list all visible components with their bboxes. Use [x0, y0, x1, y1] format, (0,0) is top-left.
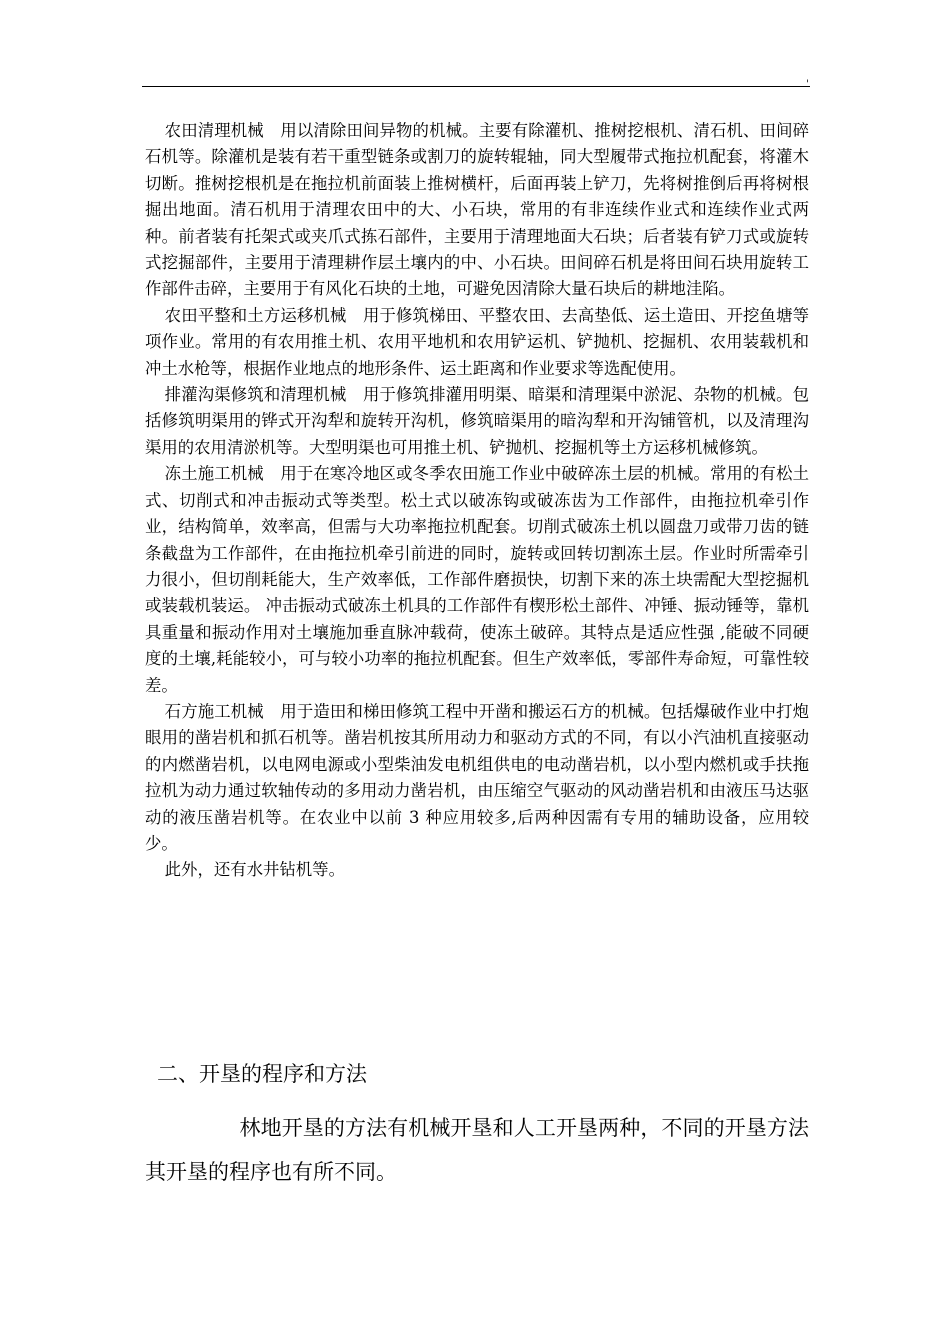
header-mark: '	[806, 79, 809, 90]
section-heading: 二、开垦的程序和方法	[157, 1062, 367, 1086]
paragraph-stone-works: 石方施工机械 用于造田和梯田修筑工程中开凿和搬运石方的机械。包括爆破作业中打炮眼用的凿岩机和抓石机等。凿岩机按其所用动力和驱动方式的不同，有以小汽油机直接驱动的内燃凿岩机，以电网电源或小型柴油发电机组供电的电动凿岩机，以小型内燃机或手扶拖拉机为动力通过软轴传动的多用动力凿岩机，由压缩空气驱动的风动凿岩机和由液压马达驱动的液压凿岩机等。在农业中以前 3 种应用较多,后两种因需有专用的辅助设备，应用较少。	[145, 701, 809, 853]
paragraph-ditch-building: 排灌沟渠修筑和清理机械 用于修筑排灌用明渠、暗渠和清理渠中淤泥、杂物的机械。包括修筑明渠用的铧式开沟犁和旋转开沟机，修筑暗渠用的暗沟犁和开沟铺管机，以及清理沟渠用的农用清淤机等。大型明渠也可用推土机、铲抛机、挖掘机等土方运移机械修筑。	[145, 385, 809, 457]
body-text	[145, 118, 809, 884]
paragraph-land-leveling: 农田平整和土方运移机械 用于修筑梯田、平整农田、去高垫低、运土造田、开挖鱼塘等项作业。常用的有农用推土机、农用平地机和农用铲运机、铲抛机、挖掘机、农用装载机和冲土水枪等，根据作业地点的地形条件、运土距离和作业要求等选配使用。	[145, 305, 809, 378]
paragraph-frozen-soil: 冻土施工机械 用于在寒冷地区或冬季农田施工作业中破碎冻土层的机械。常用的有松土式、切削式和冲击振动式等类型。松土式以破冻钩或破冻齿为工作部件，由拖拉机牵引作业，结构简单，效率高，但需与大功率拖拉机配套。切削式破冻土机以圆盘刀或带刀齿的链条截盘为工作部件，在由拖拉机牵引前进的同时，旋转或回转切割冻土层。作业时所需牵引力很小，但切削耗能大，生产效率低，工作部件磨损快，切割下来的冻土块需配大型挖掘机或装载机装运。 冲击振动式破冻土机具的工作部件有楔形松土部件、冲锤、振动锤等，靠机具重量和振动作用对土壤施加垂直脉冲载荷，使冻土破碎。其特点是适应性强 ,能破不同硬度的土壤,耗能较小，可与较小功率的拖拉机配套。但生产效率低，零部件寿命短，可靠性较差。	[145, 464, 809, 695]
paragraph-field-clearing: 农田清理机械 用以清除田间异物的机械。主要有除灌机、推树挖根机、清石机、田间碎石机等。除灌机是装有若干重型链条或割刀的旋转辊轴，同大型履带式拖拉机配套，将灌木切断。推树挖根机是在拖拉机前面装上推树横杆，后面再装上铲刀，先将树推倒后再将树根掘出地面。清石机用于清理农田中的大、小石块，常用的有非连续作业式和连续作业式两种。前者装有托架式或夹爪式拣石部件，主要用于清理地面大石块；后者装有铲刀式或旋转式挖掘部件，主要用于清理耕作层土壤内的中、小石块。田间碎石机是将田间石块用旋转工作部件击碎，主要用于有风化石块的土地，可避免因清除大量石块后的耕地洼陷。	[145, 121, 809, 299]
paragraph-well-drilling: 此外，还有水井钻机等。	[164, 860, 345, 880]
header-rule	[142, 86, 810, 87]
section-body: 林地开垦的方法有机械开垦和人工开垦两种，不同的开垦方法其开垦的程序也有所不同。	[145, 1116, 809, 1184]
